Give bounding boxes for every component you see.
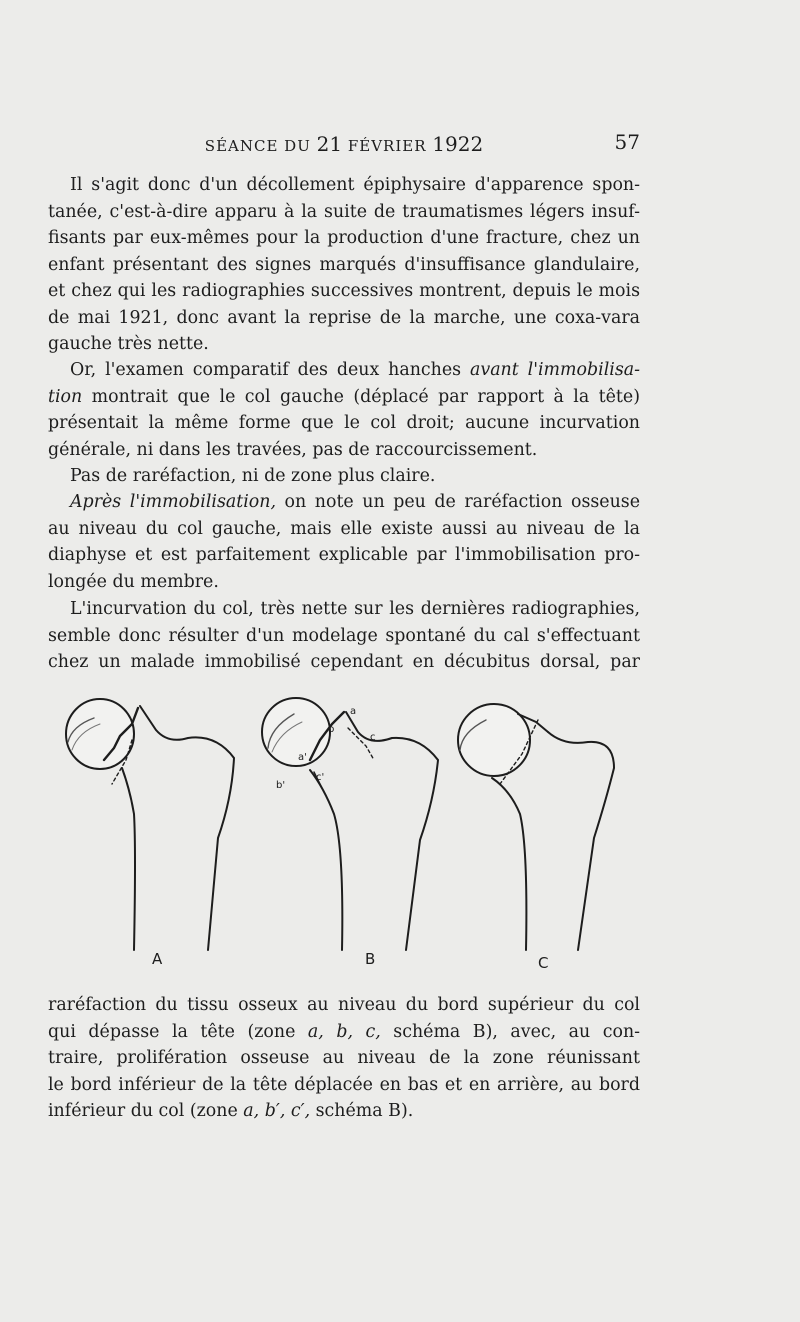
paragraph-2 [48,357,640,463]
text-line: générale, ni dans les travées, pas de raccourcissement. [48,439,538,460]
running-head-title [48,132,640,156]
zone-label-a-prime: a' [298,752,307,763]
text-line: enfant présentant des signes marqués d'insuffisance glandulaire, [48,254,640,275]
femur-a-drawing [66,699,234,950]
italic-span: tion [48,386,83,407]
text-line: et chez qui les radiographies successives montrent, depuis le mois [48,281,640,301]
text-line: raréfaction du tissu osseux au niveau du bord supérieur du col [48,995,640,1015]
zone-label-c: c [370,732,376,743]
page-number: 57 [614,130,640,154]
text-line: longée du membre. [48,571,219,592]
header-day: 21 [316,132,343,156]
zone-label-c-prime: c' [316,772,325,783]
zone-label-b-prime: b' [276,780,286,791]
zone-label-a: a [350,706,357,717]
zone-label-b: b [328,724,335,735]
italic-span: c, [365,1021,381,1042]
text-line: fisants par eux-mêmes pour la production d'une fracture, chez un [48,228,640,248]
italic-span: c′, [290,1101,311,1121]
figure-label-b: B [365,950,376,968]
text-line: gauche très nette. [48,334,209,354]
header-session: SÉANCE DU [204,137,311,155]
text-span: on note un peu de raréfaction osseuse [276,492,640,512]
text-line: tanée, c'est-à-dire apparu à la suite de traumatismes légers insuf- [48,201,640,222]
header-month: FÉVRIER [347,137,427,155]
text-span: Or, l'examen comparatif des deux hanches [70,360,470,380]
text-line: le bord inférieur de la tête déplacée en bas et en arrière, au bord [48,1074,640,1095]
italic-span: a, [243,1101,260,1121]
italic-span: avant l'immobilisa- [470,360,640,380]
text-line [48,489,640,516]
paragraph-1 [48,172,640,358]
italic-span: b, [336,1021,353,1042]
italic-span: Après l'immobilisation, [70,492,276,512]
text-span: qui dépasse la tête (zone [48,1021,308,1042]
text-line: Il s'agit donc d'un décollement épiphysaire d'apparence spon- [70,175,640,195]
text-span: schéma B). [310,1101,414,1121]
text-line: L'incurvation du col, très nette sur les dernières radiographies, [70,599,640,619]
text-line: semble donc résulter d'un modelage spontané du cal s'effectuant [48,625,640,646]
text-span: montrait que le col gauche (déplacé par rapport à la tête) [82,386,640,407]
text-line [48,1019,640,1046]
text-line: Pas de raréfaction, ni de zone plus claire. [70,466,436,486]
text-line: au niveau du col gauche, mais elle existe aussi au niveau de la [48,518,640,539]
femur-drawings [48,688,640,978]
paragraph-5 [48,596,640,676]
text-span: inférieur du col (zone [48,1101,244,1121]
femur-c-drawing [458,704,614,950]
header-year: 1922 [432,132,484,156]
text-line: diaphyse et est parfaitement explicable par l'immobilisation pro- [48,545,640,565]
text-line: traire, prolifération osseuse au niveau de la zone réunissant [48,1048,640,1068]
text-line: présentait la même forme que le col droit; aucune incurvation [48,413,640,433]
text-line [48,384,640,411]
paragraph-6 [48,992,640,1125]
italic-span: b′, [264,1101,286,1121]
text-line: chez un malade immobilisé cependant en décubitus dorsal, par [48,652,640,672]
femur-b-drawing [262,698,438,950]
femur-figure [48,688,640,978]
figure-label-c: C [538,954,549,972]
paragraph-4 [48,489,640,595]
text-line [48,1098,640,1125]
running-head [48,132,640,156]
figure-label-a: A [152,950,163,968]
text-line [48,357,640,384]
text-line: de mai 1921, donc avant la reprise de la marche, une coxa-vara [48,307,640,328]
text-span: schéma B), avec, au con- [380,1021,641,1042]
italic-span: a, [307,1021,324,1042]
paragraph-3 [48,463,640,490]
